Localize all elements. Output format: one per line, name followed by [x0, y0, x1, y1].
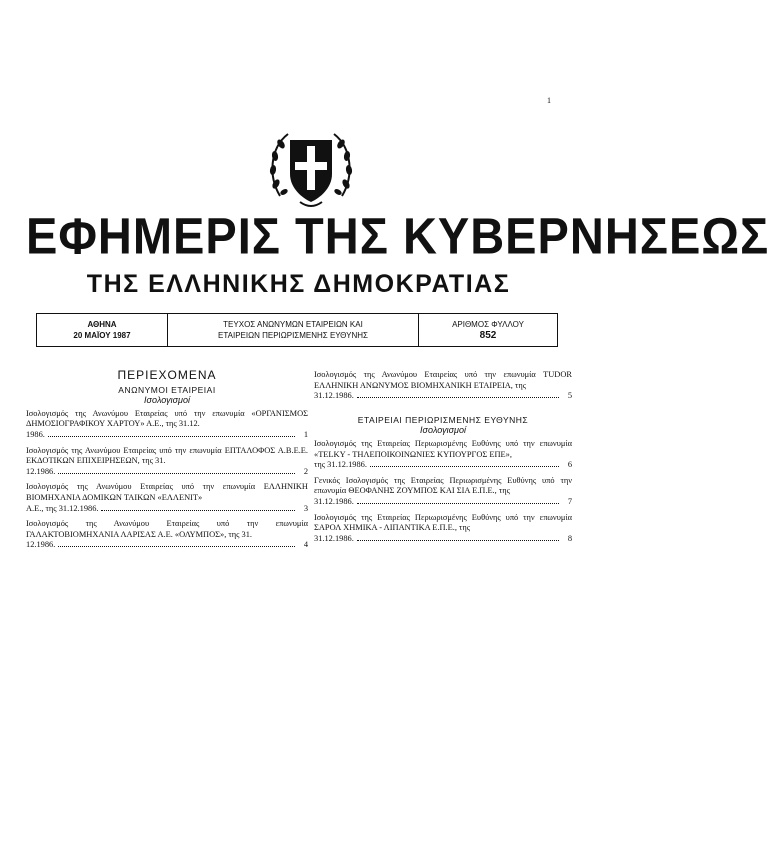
- entry-text-end: Α.Ε., της 31.12.1986.: [26, 503, 99, 513]
- contents-entry: [314, 513, 572, 545]
- entry-text-end: 31.12.1986.: [314, 391, 354, 401]
- contents-entry: [26, 482, 308, 514]
- entry-text-end: 12.1986.: [26, 540, 56, 550]
- contents-entry: [314, 439, 572, 471]
- entry-text-end: 31.12.1986.: [314, 496, 354, 506]
- entry-number: 8: [567, 533, 572, 543]
- entry-number: 2: [303, 466, 308, 476]
- section-subtitle-ae: Ισολογισμοί: [144, 395, 190, 406]
- issue-series-line1: ΤΕΥΧΟΣ ΑΝΩΝΥΜΩΝ ΕΤΑΙΡΕΙΩΝ ΚΑΙ: [223, 320, 363, 329]
- contents-title: ΠΕΡΙΕΧΟΜΕΝΑ: [117, 368, 217, 382]
- issue-series: [168, 314, 419, 346]
- entry-number: 1: [303, 429, 308, 439]
- entry-number: 6: [567, 460, 572, 470]
- entry-text: Ισολογισμός της Εταιρείας Περιωρισμένης Ευθύνης υπό την επωνυμία «TELKY - ΤΗΛΕΠΟΙΚΟΙΝΩΝΙΕΣ ΚΥΠΟΥΡΓΟΣ ΕΠΕ»,: [314, 438, 572, 459]
- contents-entry: [26, 519, 308, 551]
- page-number: 1: [547, 96, 551, 105]
- entry-text-end: 12.1986.: [26, 466, 56, 476]
- contents-entry: [314, 476, 572, 508]
- sheet-number: 852: [479, 330, 497, 341]
- issue-date: 20 ΜΑΪΟΥ 1987: [73, 331, 131, 340]
- contents-right-column: [314, 370, 572, 549]
- section-title-ae: ΑΝΩΝΥΜΟΙ ΕΤΑΙΡΕΙΑΙ: [118, 384, 216, 395]
- entry-text-end: 31.12.1986.: [314, 533, 354, 543]
- section-subtitle-epe: Ισολογισμοί: [420, 425, 466, 436]
- issue-city: ΑΘΗΝΑ: [87, 320, 117, 329]
- entry-text: Ισολογισμός της Εταιρείας Περιωρισμένης Ευθύνης υπό την επωνυμία ΣΑΡΟΛ ΧΗΜΙΚΑ - ΛΙΠΑΝΤΙΚΑ Ε.Π.Ε., της: [314, 512, 572, 533]
- contents-entry: [26, 446, 308, 478]
- issue-series-line2: ΕΤΑΙΡΕΙΩΝ ΠΕΡΙΩΡΙΣΜΕΝΗΣ ΕΥΘΥΝΗΣ: [218, 331, 368, 340]
- entry-text: Ισολογισμός της Ανωνύμου Εταιρείας υπό την επωνυμία TUDOR ΕΛΛΗΝΙΚΗ ΑΝΩΝΥΜΟΣ ΒΙΟΜΗΧΑΝΙΚΗ ΕΤΑΙΡΕΙΑ, της: [314, 370, 572, 390]
- sheet-label: ΑΡΙΘΜΟΣ ΦΥΛΛΟΥ: [452, 320, 524, 329]
- entry-number: 3: [303, 503, 308, 513]
- entry-text: Ισολογισμός της Ανωνύμου Εταιρείας υπό την επωνυμία ΓΑΛΑΚΤΟΒΙΟΜΗΧΑΝΙΑ ΛΑΡΙΣΑΣ Α.Ε. «ΟΛΥΜΠΟΣ», της 31.: [26, 519, 308, 539]
- entry-text-end: 1986.: [26, 429, 45, 439]
- contents-entry: [314, 370, 572, 402]
- entry-text: Ισολογισμός της Ανωνύμου Εταιρείας υπό την επωνυμία «ΟΡΓΑΝΙΣΜΟΣ ΔΗΜΟΣΙΟΓΡΑΦΙΚΟΥ ΧΑΡΤΟΥ» Α.Ε., της 31.12.: [26, 408, 308, 429]
- entry-text: Ισολογισμός της Ανωνύμου Εταιρείας υπό την επωνυμία ΕΛΛΗΝΙΚΗ ΒΙΟΜΗΧΑΝΙΑ ΔΟΜΙΚΩΝ ΤΑΙΚΩΝ «ΕΛΛΕΝΙΤ»: [26, 482, 308, 502]
- issue-sheet: [419, 314, 557, 346]
- greek-coat-of-arms-icon: [262, 118, 360, 216]
- entry-text: Γενικός Ισολογισμός της Εταιρείας Περιωρισμένης Ευθύνης υπό την επωνυμία ΘΕΟΦΑΝΗΣ ΖΟΥΜΠΟΣ ΚΑΙ ΣΙΑ Ε.Π.Ε., της: [314, 475, 572, 496]
- entry-number: 5: [567, 391, 572, 401]
- contents-left-column: [26, 370, 308, 556]
- masthead-title: ΕΦΗΜΕΡΙΣ ΤΗΣ ΚΥΒΕΡΝΗΣΕΩΣ: [26, 206, 769, 265]
- entry-text: Ισολογισμός της Ανωνύμου Εταιρείας υπό την επωνυμία ΕΠΤΑΛΟΦΟΣ Α.Β.Ε.Ε. ΕΚΔΟΤΙΚΩΝ ΕΠΙΧΕΙΡΗΣΕΩΝ, της 31.: [26, 445, 308, 466]
- issue-place-date: [37, 314, 168, 346]
- contents-entry: [26, 409, 308, 441]
- entry-number: 7: [567, 496, 572, 506]
- masthead-subtitle: ΤΗΣ ΕΛΛΗΝΙΚΗΣ ΔΗΜΟΚΡΑΤΙΑΣ: [86, 270, 511, 298]
- entry-text-end: της 31.12.1986.: [314, 460, 367, 470]
- entry-number: 4: [303, 540, 308, 550]
- issue-info-bar: [36, 313, 558, 347]
- section-title-epe: ΕΤΑΙΡΕΙΑΙ ΠΕΡΙΩΡΙΣΜΕΝΗΣ ΕΥΘΥΝΗΣ: [357, 414, 529, 425]
